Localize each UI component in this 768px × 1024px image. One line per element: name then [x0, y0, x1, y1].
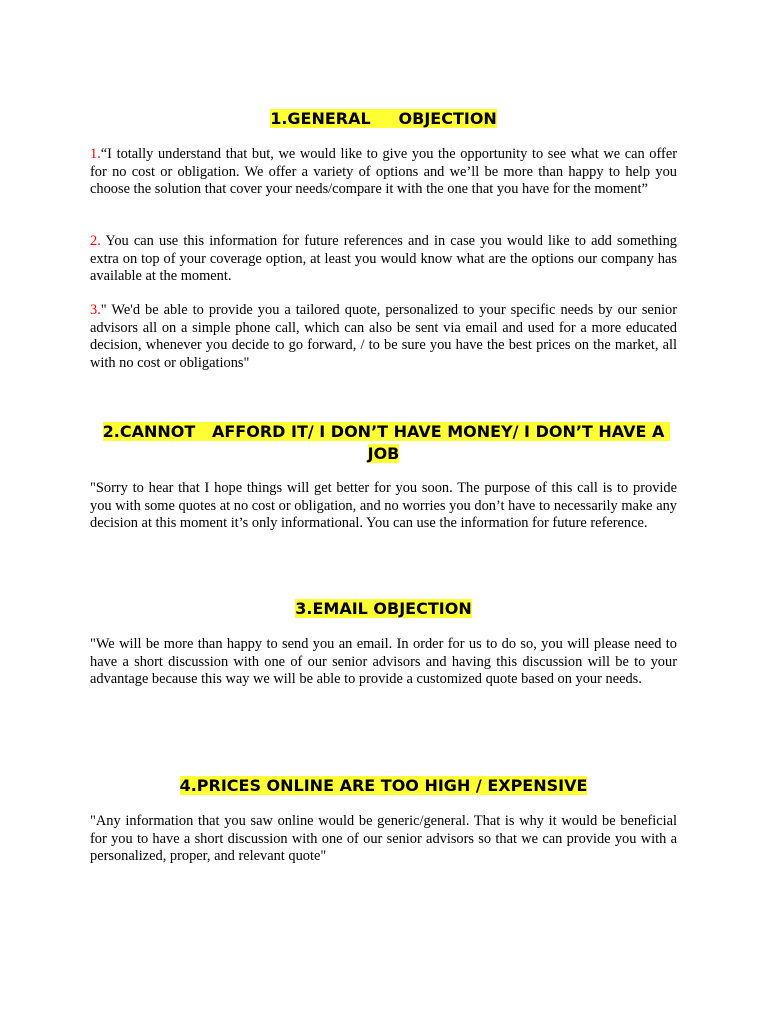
- paragraph-number: 2.: [90, 233, 101, 249]
- paragraph-text: “I totally understand that but, we would like to give you the opportunity to see what we can offer for no cost or obligation. We offer a variety of options and we’ll be more than happy to help you choose the solution that cover your needs/compare it with the one that you have for the moment”: [90, 146, 677, 198]
- heading-highlight: 3.EMAIL OBJECTION: [295, 599, 472, 618]
- paragraph-text: " We'd be able to provide you a tailored quote, personalized to your specific needs by our senior advisors all on a simple phone call, which can also be sent via email and used for a more educated decision, whenever you decide to go forward, / to be sure you have the best prices on the market, all with no cost or obligations": [90, 302, 677, 371]
- heading-highlight: 1.GENERAL OBJECTION: [270, 109, 497, 128]
- section-heading-email-objection: [90, 598, 677, 620]
- paragraph-cannot-afford: [90, 480, 677, 533]
- paragraph-email-objection: [90, 636, 677, 689]
- heading-highlight: 2.CANNOT AFFORD IT/ I DON’T HAVE MONEY/ I DON’T HAVE A JOB: [102, 422, 670, 463]
- paragraph-text: "Sorry to hear that I hope things will get better for you soon. The purpose of this call is to provide you with some quotes at no cost or obligation, and no worries you don’t have to necessarily make any decision at this moment it’s only informational. You can use the information for future reference.: [90, 480, 677, 532]
- paragraph-number: 3.: [90, 302, 101, 318]
- section-heading-cannot-afford: [90, 421, 677, 465]
- paragraph-text: "Any information that you saw online would be generic/general. That is why it would be beneficial for you to have a short discussion with one of our senior advisors so that we can provide you with a personalized, proper, and relevant quote": [90, 813, 677, 865]
- paragraph-number: 1.: [90, 146, 101, 162]
- paragraph-general-2: [90, 233, 677, 286]
- paragraph-text: "We will be more than happy to send you an email. In order for us to do so, you will please need to have a short discussion with one of our senior advisors and having this discussion will be to your advantage because this way we will be able to provide a customized quote based on your needs.: [90, 636, 677, 688]
- heading-highlight: 4.PRICES ONLINE ARE TOO HIGH / EXPENSIVE: [179, 776, 588, 795]
- paragraph-text: You can use this information for future references and in case you would like to add something extra on top of your coverage option, at least you would know what are the options our company has available at the moment.: [90, 233, 677, 285]
- section-heading-general-objection: [90, 108, 677, 130]
- section-heading-prices-online: [90, 775, 677, 797]
- paragraph-prices-online: [90, 813, 677, 866]
- paragraph-general-3: [90, 302, 677, 372]
- paragraph-general-1: [90, 146, 677, 199]
